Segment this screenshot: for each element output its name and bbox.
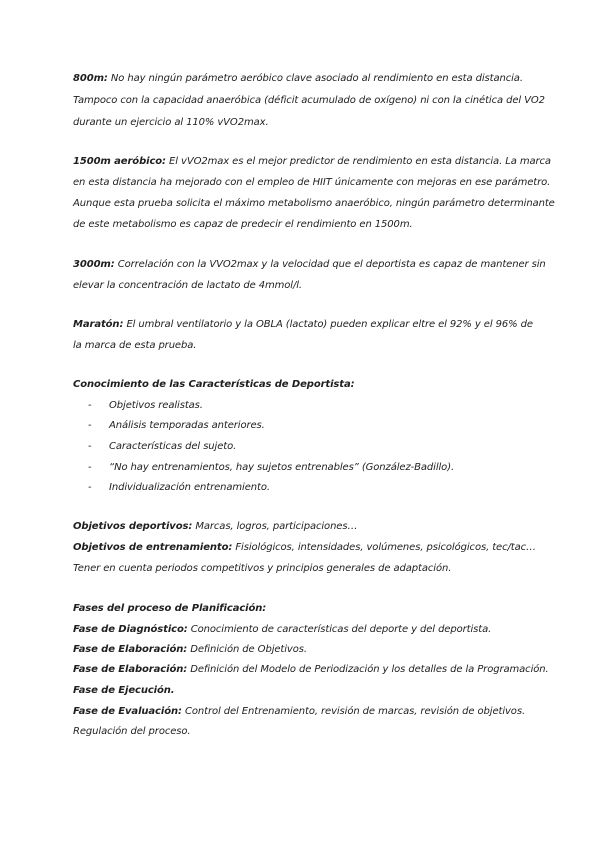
paragraph-1500-line-3: Aunque esta prueba solicita el máximo metabolismo anaeróbico, ningún parámetro determinante (73, 198, 555, 209)
paragraph-3000-text: Correlación con la VVO2max y la velocidad que el deportista es capaz de mantener sin (114, 259, 546, 270)
paragraph-1500-line-2: en esta distancia ha mejorado con el empleo de HIIT únicamente con mejoras en ese parámetro. (73, 177, 551, 188)
list-item: - Objetivos realistas. (88, 400, 203, 411)
paragraph-800-line-2: Tampoco con la capacidad anaeróbica (déficit acumulado de oxígeno) ni con la cinética del VO2 (73, 95, 545, 106)
phase-elaboration-label: Fase de Elaboración: (73, 644, 188, 655)
list-item: - “No hay entrenamientos, hay sujetos entrenables” (González-Badillo). (88, 462, 455, 473)
paragraph-maraton-text: El umbral ventilatorio y la OBLA (lactato) pueden explicar eltre el 92% y el 96% de (123, 319, 533, 330)
phase-elaboration-model-line: Fase de Elaboración: Definición del Modelo de Periodización y los detalles de la Programación. (73, 664, 549, 675)
objectives-sport-line: Objetivos deportivos: Marcas, logros, participaciones… (73, 521, 358, 532)
paragraph-800-label: 800m: (73, 73, 108, 84)
phase-diagnostic-line: Fase de Diagnóstico: Conocimiento de características del deporte y del deportista. (73, 624, 492, 635)
phase-evaluation-label: Fase de Evaluación: (73, 706, 182, 717)
paragraph-800-line-1 (73, 72, 523, 86)
phase-execution-line (73, 684, 175, 698)
paragraph-1500-line-1 (73, 155, 551, 169)
phase-evaluation-line-2: Regulación del proceso. (73, 726, 191, 737)
bullet-dash: - (88, 462, 92, 473)
paragraph-3000-line-1 (73, 258, 546, 272)
paragraph-1500-line-4: de este metabolismo es capaz de predecir el rendimiento en 1500m. (73, 219, 413, 230)
paragraph-maraton-line-1 (73, 318, 533, 332)
objectives-note: Tener en cuenta periodos competitivos y principios generales de adaptación. (73, 563, 452, 574)
paragraph-800-line-3: durante un ejercicio al 110% vVO2max. (73, 117, 269, 128)
list-item: - Análisis temporadas anteriores. (88, 420, 265, 431)
list-item: - Características del sujeto. (88, 441, 237, 452)
phase-execution-label: Fase de Ejecución. (73, 685, 175, 696)
phase-diagnostic-label: Fase de Diagnóstico: (73, 624, 188, 635)
paragraph-1500-text: El vVO2max es el mejor predictor de rendimiento en esta distancia. La marca (165, 156, 551, 167)
objectives-training-label: Objetivos de entrenamiento: (73, 542, 233, 553)
phases-heading: Fases del proceso de Planificación: (73, 603, 267, 614)
paragraph-3000-label: 3000m: (73, 259, 115, 270)
paragraph-maraton-line-2: la marca de esta prueba. (73, 340, 197, 351)
characteristics-heading: Conocimiento de las Características de Deportista: (73, 379, 355, 390)
bullet-dash: - (88, 420, 92, 431)
bullet-dash: - (88, 482, 92, 493)
bullet-dash: - (88, 441, 92, 452)
paragraph-maraton-label: Maratón: (73, 319, 124, 330)
objectives-sport-label: Objetivos deportivos: (73, 521, 193, 532)
paragraph-800-text: No hay ningún parámetro aeróbico clave asociado al rendimiento en esta distancia. (107, 73, 523, 84)
bullet-dash: - (88, 400, 92, 411)
list-item: - Individualización entrenamiento. (88, 482, 270, 493)
objectives-training-line: Objetivos de entrenamiento: Fisiológicos, intensidades, volúmenes, psicológicos, tec/tac… (73, 542, 536, 553)
phase-elaboration-objectives-line: Fase de Elaboración: Definición de Objetivos. (73, 644, 307, 655)
paragraph-3000-line-2: elevar la concentración de lactato de 4mmol/l. (73, 280, 303, 291)
phase-evaluation-line: Fase de Evaluación: Control del Entrenamiento, revisión de marcas, revisión de objetivos. (73, 706, 526, 717)
paragraph-1500-label: 1500m aeróbico: (73, 156, 166, 167)
phase-elaboration-label: Fase de Elaboración: (73, 664, 188, 675)
